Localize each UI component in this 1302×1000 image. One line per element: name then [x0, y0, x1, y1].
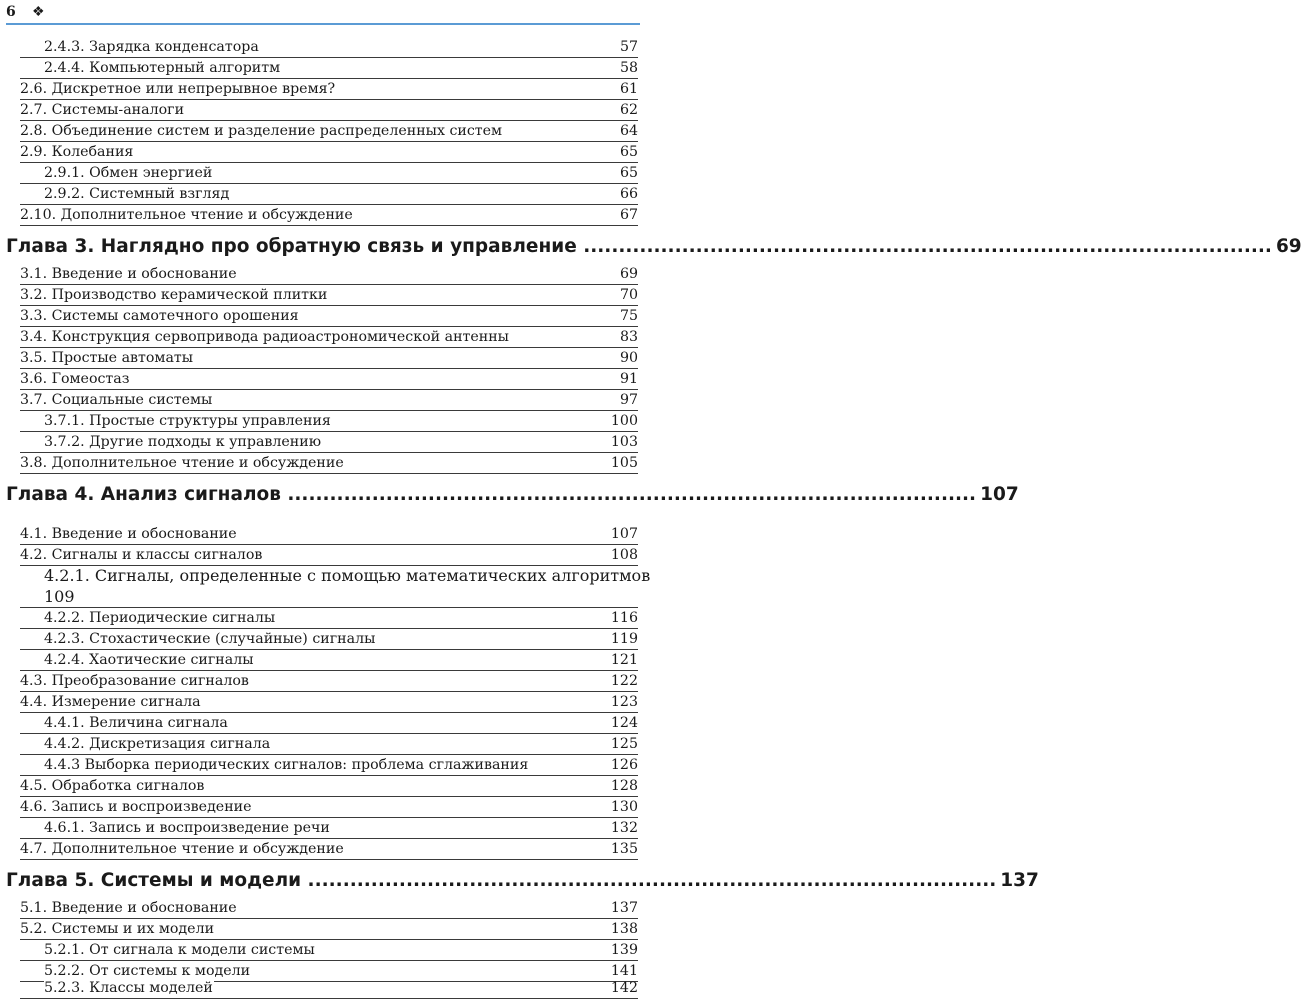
toc-entry-label: 5.2. Системы и их модели — [20, 921, 215, 937]
toc-entry[interactable] — [20, 734, 638, 755]
toc-entry[interactable] — [20, 306, 638, 327]
toc-entry-page: 123 — [610, 694, 638, 710]
toc-entry-page: 100 — [610, 413, 638, 429]
toc-entry-page: 65 — [619, 144, 638, 160]
ornament-icon: ❖ — [32, 4, 45, 20]
toc-entry-label: 3.3. Системы самотечного орошения — [20, 308, 299, 324]
toc-entry-label: 4.2.4. Хаотические сигналы — [44, 652, 254, 668]
toc-entry[interactable] — [20, 713, 638, 734]
toc-entry-label: 4.2. Сигналы и классы сигналов — [20, 547, 263, 563]
toc-chapter-label: Глава 5. Системы и модели — [6, 870, 302, 891]
toc-entry-page: 91 — [619, 371, 638, 387]
toc-entry-label: 3.7. Социальные системы — [20, 392, 213, 408]
toc-entry[interactable] — [20, 348, 638, 369]
toc-entry-label: 5.2.3. Классы моделей — [44, 980, 213, 996]
toc-entry-page: 90 — [619, 350, 638, 366]
toc-entry[interactable] — [20, 432, 638, 453]
toc-entry-page: 121 — [610, 652, 638, 668]
toc-entry-page: 62 — [619, 102, 638, 118]
toc-chapter-heading[interactable] — [6, 481, 1019, 511]
toc-entry-label: 3.7.2. Другие подходы к управлению — [44, 434, 322, 450]
toc-entry[interactable] — [20, 692, 638, 713]
toc-entry[interactable] — [20, 671, 638, 692]
toc-entry[interactable] — [20, 58, 638, 79]
toc-entry-page: 70 — [619, 287, 638, 303]
toc-entry-page: 58 — [619, 60, 638, 76]
toc-entry[interactable] — [20, 608, 638, 629]
toc-entry[interactable] — [20, 545, 638, 566]
toc-entry[interactable] — [20, 818, 638, 839]
toc-entry[interactable] — [20, 390, 638, 411]
toc-entry-page: 66 — [619, 186, 638, 202]
toc-entry-label: 5.2.1. От сигнала к модели системы — [44, 942, 315, 958]
toc-chapter-label: Глава 4. Анализ сигналов — [6, 484, 281, 505]
toc-entry[interactable] — [20, 755, 638, 776]
toc-entry-page: 97 — [619, 392, 638, 408]
toc-entry-page: 103 — [610, 434, 638, 450]
toc-entry[interactable] — [20, 978, 638, 999]
toc-entry-page: 125 — [610, 736, 638, 752]
toc-entry-page: 124 — [610, 715, 638, 731]
toc-entry-label: 4.3. Преобразование сигналов — [20, 673, 249, 689]
toc-chapter-heading[interactable] — [6, 867, 1039, 897]
toc-entry[interactable] — [20, 327, 638, 348]
toc-chapter-page: 107 — [980, 484, 1019, 505]
toc-entry[interactable] — [20, 776, 638, 797]
toc-entry-page: 126 — [610, 757, 638, 773]
toc-entry-page: 122 — [610, 673, 638, 689]
toc-entry[interactable] — [20, 184, 638, 205]
toc-entry-label: 4.2.2. Периодические сигналы — [44, 610, 276, 626]
toc-entry[interactable] — [20, 411, 638, 432]
toc-entry-page: 142 — [610, 980, 638, 996]
toc-entry-label: 3.4. Конструкция сервопривода радиоастрономической антенны — [20, 329, 509, 345]
page-number: 6 — [6, 4, 16, 20]
toc-entry-page: 109 — [44, 587, 75, 606]
toc-entry-label: 4.6. Запись и воспроизведение — [20, 799, 252, 815]
toc-entry-label: 3.8. Дополнительное чтение и обсуждение — [20, 455, 344, 471]
toc-entry-label: 5.1. Введение и обоснование — [20, 900, 237, 916]
toc-entry-label: 3.5. Простые автоматы — [20, 350, 194, 366]
dot-leader: .................................................................................................. — [576, 236, 1272, 257]
toc-entry[interactable] — [20, 205, 638, 226]
toc-entry-label: 3.7.1. Простые структуры управления — [44, 413, 331, 429]
toc-entry-label: 2.9. Колебания — [20, 144, 134, 160]
toc-entry[interactable] — [20, 629, 638, 650]
toc-entry-page: 137 — [610, 900, 638, 916]
toc-entry-page: 116 — [610, 610, 638, 626]
toc-entry-page: 83 — [619, 329, 638, 345]
toc-entry-label: 5.2.2. От системы к модели — [44, 963, 251, 979]
toc-entry-page: 119 — [610, 631, 638, 647]
toc-entry-page: 132 — [610, 820, 638, 836]
toc-entry-page: 139 — [610, 942, 638, 958]
toc-entry-page: 105 — [610, 455, 638, 471]
toc-entry[interactable] — [20, 37, 638, 58]
toc-entry-label: 3.6. Гомеостаз — [20, 371, 130, 387]
toc-entry-label: 4.1. Введение и обоснование — [20, 526, 237, 542]
toc-entry-page: 141 — [610, 963, 638, 979]
toc-entry[interactable] — [20, 121, 638, 142]
toc-entry-label: 3.2. Производство керамической плитки — [20, 287, 328, 303]
toc-chapter-page: 69 — [1275, 236, 1302, 257]
toc-chapter-page: 137 — [1000, 870, 1039, 891]
toc-entry-label: 4.5. Обработка сигналов — [20, 778, 205, 794]
toc-entry-label: 4.6.1. Запись и воспроизведение речи — [44, 820, 330, 836]
toc-entry-page: 67 — [619, 207, 638, 223]
toc-entry-page: 57 — [619, 39, 638, 55]
toc-entry[interactable] — [20, 369, 638, 390]
toc-entry[interactable] — [20, 650, 638, 671]
toc-entry-page: 138 — [610, 921, 638, 937]
toc-entry-page: 130 — [610, 799, 638, 815]
toc-entry-page: 65 — [619, 165, 638, 181]
toc-entry-page: 107 — [610, 526, 638, 542]
toc-entry[interactable] — [20, 453, 638, 474]
toc-entry-page: 75 — [619, 308, 638, 324]
toc-entry-label: 4.4.2. Дискретизация сигнала — [44, 736, 271, 752]
toc-entry-page: 61 — [619, 81, 638, 97]
toc-entry-label: 2.6. Дискретное или непрерывное время? — [20, 81, 336, 97]
toc-entry[interactable] — [20, 797, 638, 818]
toc-entry-page: 135 — [610, 841, 638, 857]
dot-leader: .................................................................................................. — [301, 870, 997, 891]
toc-entry[interactable] — [20, 285, 638, 306]
toc-entry-page: 128 — [610, 778, 638, 794]
toc-chapter-heading[interactable] — [6, 233, 1302, 263]
toc-entry[interactable] — [20, 940, 638, 961]
toc-entry-label: 4.4.3 Выборка периодических сигналов: проблема сглаживания — [44, 757, 529, 773]
toc-entry-label: 4.7. Дополнительное чтение и обсуждение — [20, 841, 344, 857]
toc-entry-label: 2.8. Объединение систем и разделение распределенных систем — [20, 123, 503, 139]
toc-entry-page: 108 — [610, 547, 638, 563]
toc-entry-label: 3.1. Введение и обоснование — [20, 266, 237, 282]
toc-entry-label: 2.10. Дополнительное чтение и обсуждение — [20, 207, 353, 223]
toc-entry[interactable] — [20, 264, 638, 285]
toc-entry-label: 4.4.1. Величина сигнала — [44, 715, 228, 731]
toc-entry-label: 4.2.3. Стохастические (случайные) сигналы — [44, 631, 376, 647]
toc-entry-label: 4.4. Измерение сигнала — [20, 694, 201, 710]
toc-entry-page: 69 — [619, 266, 638, 282]
toc-entry[interactable] — [20, 898, 638, 919]
toc-entry-label: 4.2.1. Сигналы, определенные с помощью математических алгоритмов — [44, 566, 651, 585]
toc-entry[interactable] — [20, 142, 638, 163]
toc-entry[interactable] — [20, 79, 638, 100]
toc-entry-label: 2.4.3. Зарядка конденсатора — [44, 39, 259, 55]
toc-entry-label: 2.9.2. Системный взгляд — [44, 186, 230, 202]
dot-leader: .................................................................................................. — [280, 484, 977, 505]
toc-chapter-label: Глава 3. Наглядно про обратную связь и управление — [6, 236, 577, 257]
toc-entry[interactable] — [20, 100, 638, 121]
toc-entry-label: 2.7. Системы-аналоги — [20, 102, 185, 118]
toc-entry[interactable] — [20, 839, 638, 860]
toc-entry[interactable] — [20, 566, 651, 608]
toc-entry-label: 2.4.4. Компьютерный алгоритм — [44, 60, 281, 76]
toc-entry[interactable] — [20, 524, 638, 545]
toc-entry-label: 2.9.1. Обмен энергией — [44, 165, 213, 181]
toc-entry[interactable] — [20, 163, 638, 184]
toc-entry[interactable] — [20, 919, 638, 940]
toc-entry-page: 64 — [619, 123, 638, 139]
